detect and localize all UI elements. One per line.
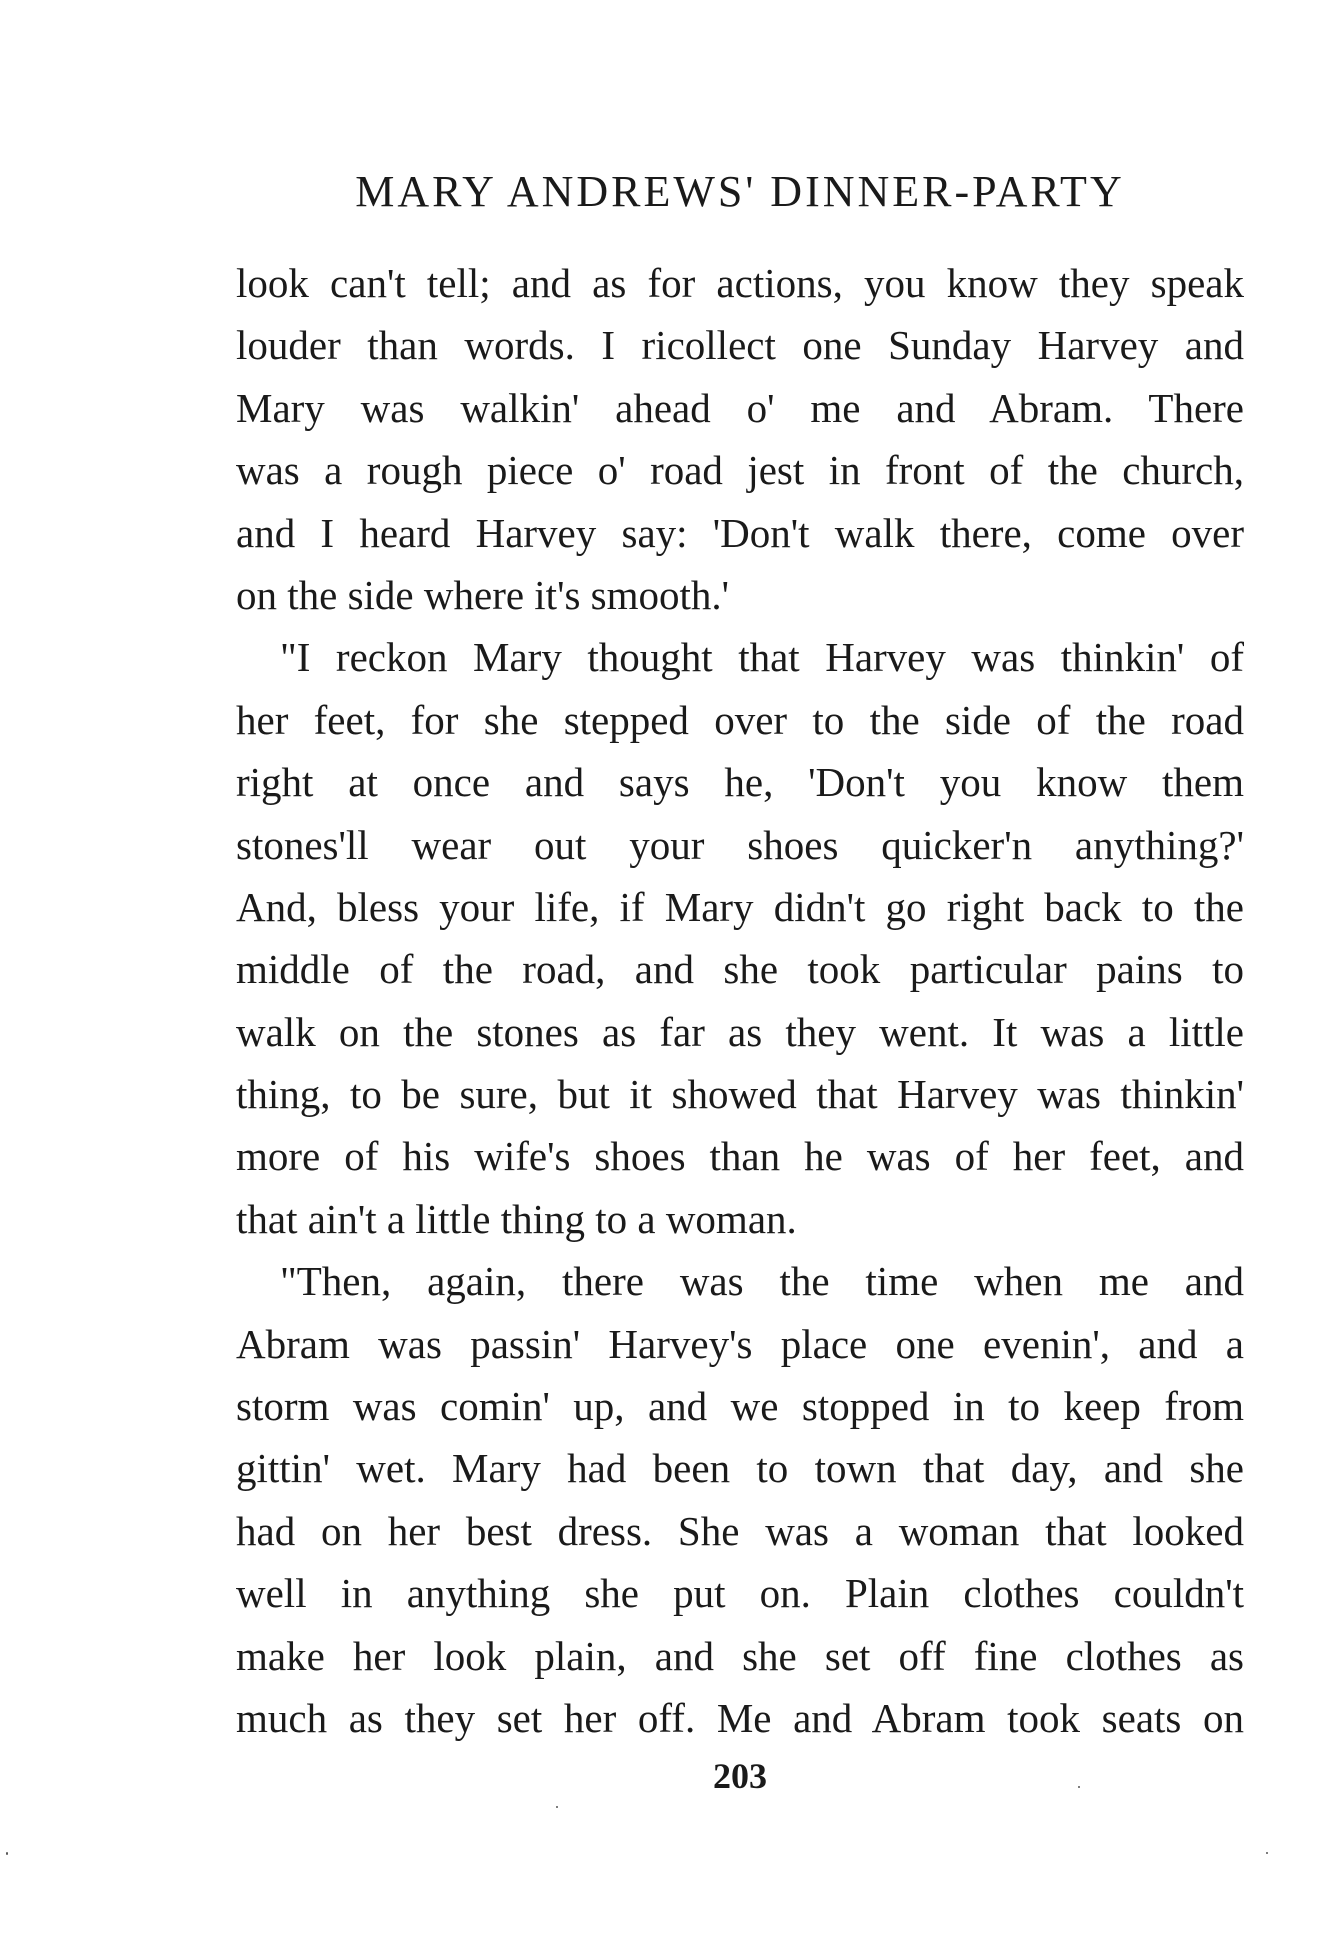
text-line: her feet, for she stepped over to the side of the road — [236, 696, 1244, 743]
text-line: And, bless your life, if Mary didn't go right back to the — [236, 883, 1244, 930]
body-text — [236, 252, 1244, 1749]
paper-speck — [1266, 1852, 1268, 1854]
text-line: was a rough piece o' road jest in front of the church, — [236, 447, 1244, 494]
paper-speck — [6, 1852, 8, 1855]
text-line: middle of the road, and she took particular pains to — [236, 946, 1244, 993]
text-line: gittin' wet. Mary had been to town that day, and she — [236, 1445, 1244, 1492]
text-line: louder than words. I ricollect one Sunday Harvey and — [236, 322, 1244, 369]
text-line: on the side where it's smooth.' — [236, 571, 730, 618]
text-line: well in anything she put on. Plain clothes couldn't — [236, 1570, 1244, 1617]
text-line: make her look plain, and she set off fine clothes as — [236, 1632, 1244, 1679]
text-line: more of his wife's shoes than he was of her feet, and — [236, 1133, 1244, 1180]
text-line: stones'll wear out your shoes quicker'n anything?' — [236, 821, 1244, 868]
text-line: Abram was passin' Harvey's place one evenin', and a — [236, 1320, 1244, 1367]
text-line: look can't tell; and as for actions, you know they speak — [236, 260, 1244, 306]
text-line: that ain't a little thing to a woman. — [236, 1195, 797, 1242]
text-line: and I heard Harvey say: 'Don't walk there, come over — [236, 509, 1244, 556]
text-line: much as they set her off. Me and Abram took seats on — [236, 1694, 1244, 1741]
text-line: right at once and says he, 'Don't you know them — [236, 759, 1244, 806]
text-line: thing, to be sure, but it showed that Harvey was thinkin' — [236, 1071, 1244, 1118]
text-line: Mary was walkin' ahead o' me and Abram. There — [236, 384, 1244, 431]
running-head: MARY ANDREWS' DINNER-PARTY — [355, 167, 1125, 216]
paper-speck — [556, 1806, 558, 1808]
text-line: "I reckon Mary thought that Harvey was thinkin' of — [280, 634, 1244, 681]
text-line: had on her best dress. She was a woman that looked — [236, 1507, 1244, 1554]
page-number: 203 — [713, 1756, 767, 1796]
text-line: storm was comin' up, and we stopped in to keep from — [236, 1383, 1244, 1430]
paper-speck — [1078, 1786, 1080, 1788]
text-line: "Then, again, there was the time when me and — [280, 1258, 1244, 1305]
text-line: walk on the stones as far as they went. It was a little — [236, 1008, 1244, 1055]
